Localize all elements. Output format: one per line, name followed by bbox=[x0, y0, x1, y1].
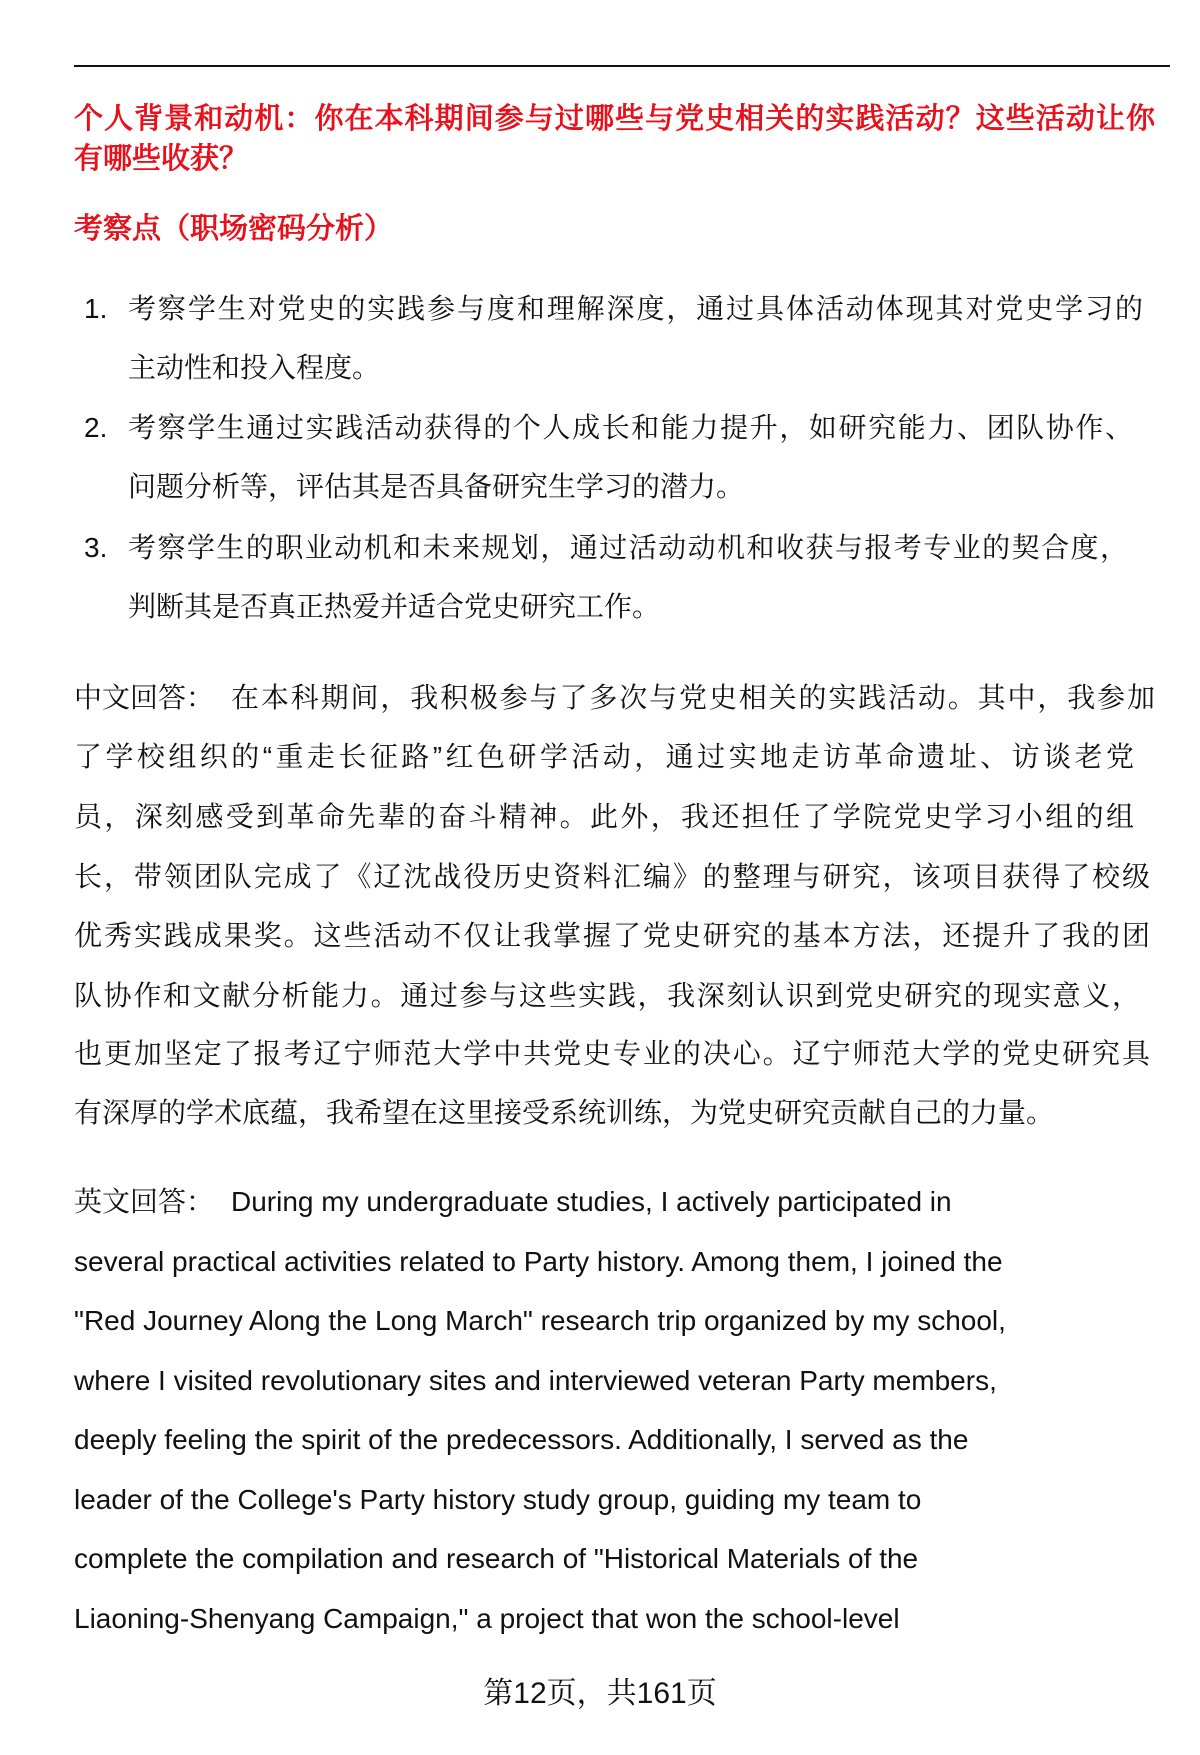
paragraph-line: complete the compilation and research of "Historical Materials of the bbox=[74, 1543, 919, 1574]
chinese-answer-label: 中文回答： bbox=[74, 682, 215, 713]
paragraph-line: 员，深刻感受到革命先辈的奋斗精神。此外，我还担任了学院党史学习小组的组 bbox=[74, 801, 1134, 832]
paragraph-line: deeply feeling the spirit of the predecessors. Additionally, I served as the bbox=[74, 1424, 969, 1455]
list-item-text: 主动性和投入程度。 bbox=[128, 352, 381, 383]
paragraph-line: 了学校组织的“重走长征路”红色研学活动，通过实地走访革命遗址、访谈老党 bbox=[74, 741, 1134, 772]
list-item-text: 问题分析等，评估其是否具备研究生学习的潜力。 bbox=[128, 471, 745, 502]
paragraph-line: 有深厚的学术底蕴，我希望在这里接受系统训练，为党史研究贡献自己的力量。 bbox=[74, 1097, 1055, 1128]
paragraph-line: 也更加坚定了报考辽宁师范大学中共党史专业的决心。辽宁师范大学的党史研究具 bbox=[74, 1038, 1150, 1069]
question-title-line-2: 有哪些收获？ bbox=[74, 143, 249, 175]
paragraph-line: "Red Journey Along the Long March" research trip organized by my school, bbox=[74, 1305, 1006, 1336]
paragraph-line: During my undergraduate studies, I actively participated in bbox=[231, 1186, 952, 1217]
list-item-text: 考察学生对党史的实践参与度和理解深度，通过具体活动体现其对党史学习的 bbox=[128, 293, 1143, 324]
paragraph-line: 队协作和文献分析能力。通过参与这些实践，我深刻认识到党史研究的现实意义， bbox=[74, 980, 1140, 1011]
header-rule bbox=[74, 65, 1170, 67]
list-number: 2. bbox=[84, 412, 108, 443]
paragraph-line: leader of the College's Party history study group, guiding my team to bbox=[74, 1484, 922, 1515]
list-item-text: 考察学生通过实践活动获得的个人成长和能力提升，如研究能力、团队协作、 bbox=[128, 412, 1133, 443]
question-title-line-1: 个人背景和动机：你在本科期间参与过哪些与党史相关的实践活动？这些活动让你 bbox=[74, 103, 1155, 135]
list-item-text: 判断其是否真正热爱并适合党史研究工作。 bbox=[128, 591, 661, 622]
english-answer-label: 英文回答： bbox=[74, 1186, 215, 1217]
paragraph-line: where I visited revolutionary sites and interviewed veteran Party members, bbox=[74, 1365, 997, 1396]
list-item-text: 考察学生的职业动机和未来规划，通过活动动机和收获与报考专业的契合度， bbox=[128, 532, 1128, 563]
page-number: 第12页，共161页 bbox=[483, 1677, 717, 1710]
paragraph-line: 长，带领团队完成了《辽沈战役历史资料汇编》的整理与研究，该项目获得了校级 bbox=[74, 861, 1150, 892]
paragraph-line: 优秀实践成果奖。这些活动不仅让我掌握了党史研究的基本方法，还提升了我的团 bbox=[74, 920, 1150, 951]
list-number: 1. bbox=[84, 293, 108, 324]
paragraph-line: several practical activities related to Party history. Among them, I joined the bbox=[74, 1246, 1003, 1277]
paragraph-line: 在本科期间，我积极参与了多次与党史相关的实践活动。其中，我参加 bbox=[231, 682, 1155, 713]
analysis-heading: 考察点（职场密码分析） bbox=[74, 213, 394, 245]
paragraph-line: Liaoning-Shenyang Campaign," a project that won the school-level bbox=[74, 1603, 900, 1634]
list-number: 3. bbox=[84, 532, 108, 563]
